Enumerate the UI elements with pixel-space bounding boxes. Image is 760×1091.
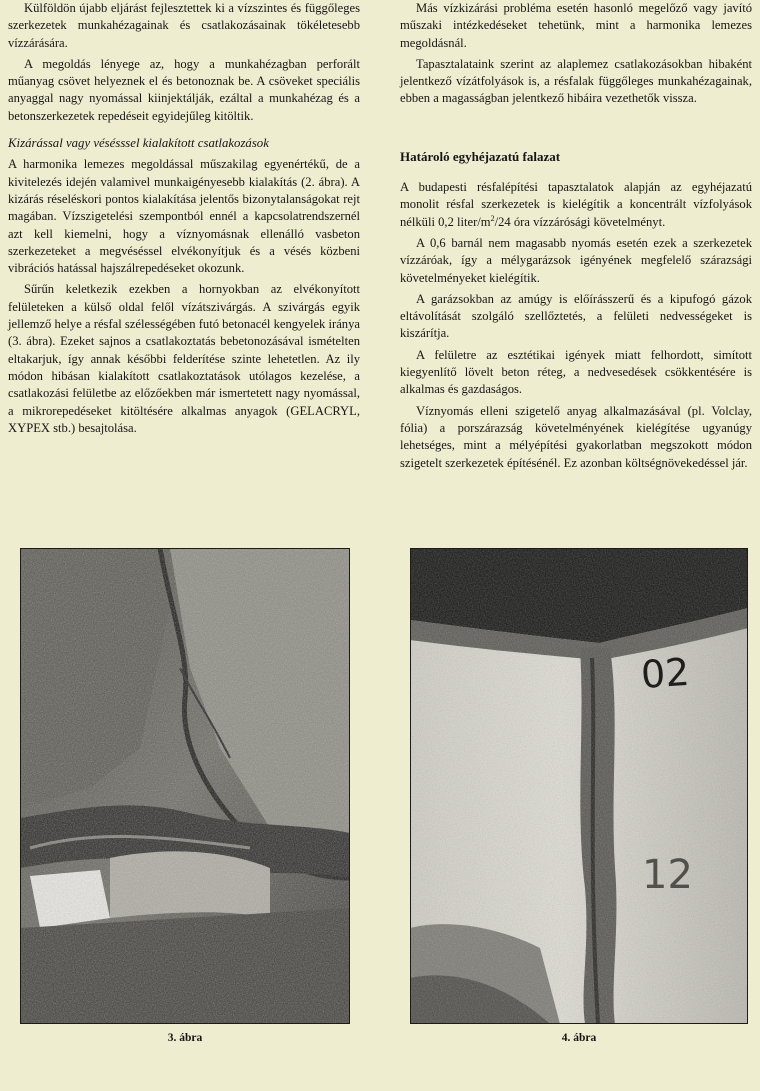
left-column bbox=[8, 0, 360, 437]
paragraph: A harmonika lemezes megoldással műszakilag egyenértékű, de a kivitelezés idején valamivel munkaigényesebb kialakítás (2. ábra). A kizárás réseléskori pontos kialakítása jelentős bizonytalanságokat rejt magában. Vízszigetelési szempontból ennél a kapcsolatrendszernél azt kell kiemelni, hogy a víznyomásnak ellenálló vasbeton szerkezeteket a megvéséssel elvékonyítjuk és a vésés közbeni vibrációs hatással hajszálrepedéseket okozunk. bbox=[8, 157, 360, 276]
right-column bbox=[400, 0, 752, 472]
figure-4-caption: 4. ábra bbox=[561, 1032, 597, 1044]
paragraph: Külföldön újabb eljárást fejlesztettek ki a vízszintes és függőleges szerkezetek munkahézagainak és csatlakozásainak tökéletesebb vízzárására. bbox=[8, 1, 360, 50]
paragraph: Tapasztalataink szerint az alaplemez csatlakozásokban hibaként jelentkező vízátfolyások is, a résfalak függőleges munkahézagainak, ebben a magasságban jelentkező hibáira vezethetők vissza. bbox=[400, 56, 752, 106]
paragraph bbox=[400, 179, 752, 231]
paragraph: Más vízkizárási probléma esetén hasonló megelőző vagy javító műszaki intézkedéseket tehetünk, mint a harmonika lemezes megoldásnál. bbox=[400, 1, 752, 50]
concrete-crack-image bbox=[20, 548, 350, 1024]
chalk-mark-bottom: 12 bbox=[642, 852, 693, 898]
figure-3-photo bbox=[20, 548, 350, 1024]
paragraph: A felületre az esztétikai igények miatt felhordott, simított kiegyenlítő lövelt beton réteg, a nedvesedések csökkentésére is alkalmas és gazdaságos. bbox=[400, 347, 752, 397]
chalk-mark-top: 02 bbox=[639, 649, 691, 697]
paragraph: A megoldás lényege az, hogy a munkahézagban perforált műanyag csövet helyeznek el és betonoznak be. A csöveket speciális anyaggal nagy nyomással kiinjektálják, ezáltal a munkahézag és a betonszerkezetek repedéseit egyidejűleg kitöltik. bbox=[8, 56, 360, 123]
figure-4-photo bbox=[410, 548, 748, 1024]
wall-joint-image bbox=[410, 548, 748, 1024]
paragraph: A garázsokban az amúgy is előírásszerű és a kipufogó gázok eltávolítását szolgáló szellőztetés, a felületi nedvességeket is kiszárítja. bbox=[400, 291, 752, 341]
figure-3-caption: 3. ábra bbox=[167, 1032, 203, 1044]
paragraph: A 0,6 barnál nem magasabb nyomás esetén ezek a szerkezetek vízzáróak, így a mélygarázsok igényének megfelelő szárazsági követelményeket kielégítik. bbox=[400, 235, 752, 285]
section-title: Határoló egyhéjazatú falazat bbox=[400, 148, 561, 164]
paragraph: Sűrűn keletkezik ezekben a hornyokban az elvékonyított felületeken a külső oldal felől vízátszivárgás. A szivárgás egyik jellemző helye a résfal szélességében futó betonacél kengyelek iránya (3. ábra). Ezeket sajnos a csatlakoztatás bebetonozásával ismételten eltakarjuk, így annak későbbi felderítése szinte lehetetlen. Az ily módon hibásan kialakított csatlakoztatások utólagos kezelése, a csatlakozási felületbe az előzőekben már ismertetett nagy nyomással, a mikrorepedéseket kitöltésére alkalmas anyagok (GELACRYL, XYPEX stb.) besajtolása. bbox=[8, 282, 360, 435]
subheading: Kizárással vagy vésésssel kialakított csatlakozások bbox=[8, 136, 269, 151]
text-run: /24 óra vízzárósági követelményt. bbox=[494, 214, 666, 229]
paragraph: Víznyomás elleni szigetelő anyag alkalmazásával (pl. Volclay, fólia) a porszárazság követelményének kielégítése ugyanúgy lehetséges, mint a mélyépítési gyakorlatban megszokott módon szigetelt szerkezetek építésénél. Ez azonban költségnövekedéssel jár. bbox=[400, 403, 752, 470]
superscript: 2 bbox=[490, 213, 495, 223]
text-run: A budapesti résfalépítési tapasztalatok alapján az egyhéjazatú monolit résfal szerkezetek is kielégítik a koncentrált vízfolyások nélküli 0,2 liter/m bbox=[400, 180, 752, 229]
